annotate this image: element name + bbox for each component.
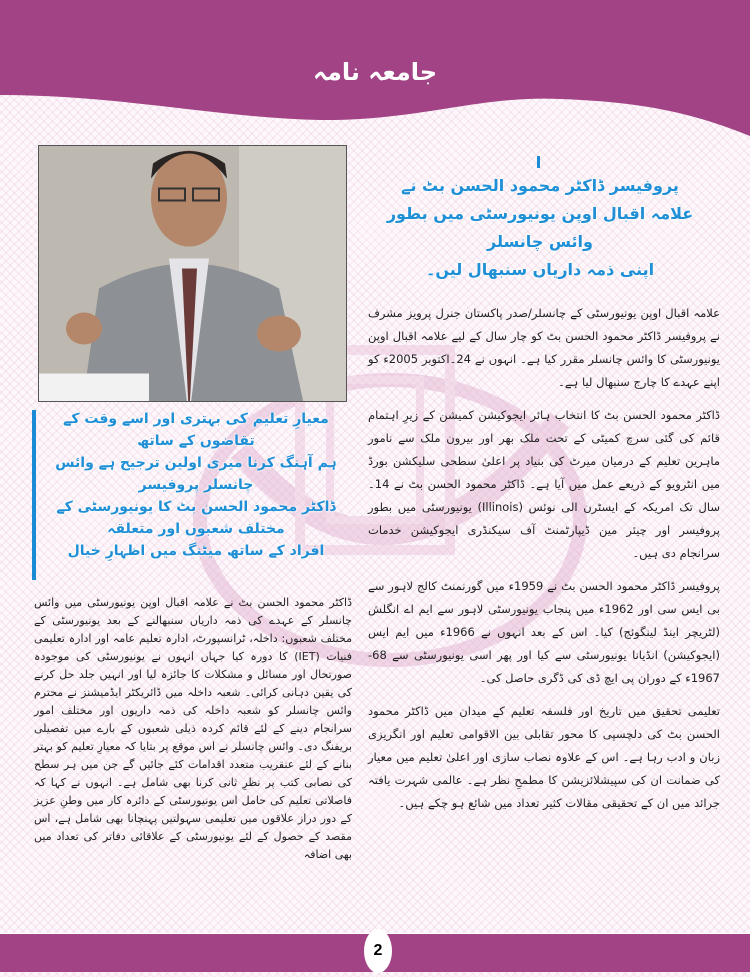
pull-quote-line: افراد کے ساتھ میٹنگ میں اظہارِ خیال xyxy=(67,543,325,559)
headline-line: پروفیسر ڈاکٹر محمود الحسن بٹ نے xyxy=(401,176,679,195)
pull-quote xyxy=(40,408,352,562)
pull-quote-line: ڈاکٹر محمود الحسن بٹ کا یونیورسٹی کے مختلف شعبوں اور متعلقہ xyxy=(56,499,336,537)
paragraph: پروفیسر ڈاکٹر محمود الحسن بٹ نے 1959ء میں گورنمنٹ کالج لاہور سے بی ایس سی اور 1962ء میں پنجاب یونیورسٹی لاہور سے ایم اے انگلش (لٹریچر اینڈ لینگوئج) کیا۔ اس کے بعد انہوں نے 1966ء میں ایم ایس (ایجوکیشن) انڈیانا یونیورسٹی سے کیا اور پھر اسی یونیورسٹی سے 68-1967ء کے دوران پی ایچ ڈی کی ڈگری حاصل کی۔ xyxy=(368,579,720,685)
header-banner xyxy=(0,0,750,140)
pull-quote-line: ہم آہنگ کرنا میری اولین ترجیح ہے وائس چانسلر پروفیسر xyxy=(55,455,337,493)
vice-chancellor-photo xyxy=(38,145,347,402)
article-left-column: ڈاکٹر محمود الحسن بٹ نے علامہ اقبال اوپن یونیورسٹی میں وائس چانسلر کے عہدے کی ذمہ داریاں سنبھالنے کے بعد یونیورسٹی کے مختلف شعبوں: داخلہ، ٹرانسپورٹ، ادارہ تعلیم عامہ اور ادارہ تعلیمی فنیات (IET) کا دورہ کیا جہاں انہوں نے یونیورسٹی کی موجودہ صورتحال اور مسائل و مشکلات کا جائزہ لیا اور انہیں جلد حل کرنے کی یقین دہانی کرائی۔ شعبہ داخلہ میں ڈائریکٹر ایڈمیشنز نے محترم وائس چانسلر کو شعبہ داخلہ کی ذمہ داریوں اور مختلف امور سرانجام دینے کے لئے قائم کردہ ذیلی شعبوں کے بارے میں تفصیلی بریفنگ دی۔ وائس چانسلر نے اس موقع پر بتایا کہ معیارِ تعلیم کو بہتر بنانے کے لئے عنقریب متعدد اقدامات کئے جائیں گے جن میں ہر سطح کی نصابی کتب پر نظرِ ثانی کرنا بھی شامل ہے۔ انہوں نے کہا کہ فاصلاتی تعلیم کی حامل اس یونیورسٹی کے دائرہ کار میں وطنِ عزیز کے دور دراز علاقوں میں تعلیمی سہولتیں پہنچانا بھی شامل ہے، اس مقصد کے حصول کے لئے یونیورسٹی کے علاقائی دفاتر کی تعداد میں بھی اضافہ xyxy=(34,596,352,861)
masthead-title: جامعہ نامہ xyxy=(312,58,438,86)
paragraph: تعلیمی تحقیق میں تاریخ اور فلسفہ تعلیم کے میدان میں ڈاکٹر محمود الحسن بٹ کی دلچسپی کا محور تقابلی بین الاقوامی تعلیم اور انگریزی زبان و ادب رہا ہے۔ اس کے علاوہ نصاب سازی اور اعلیٰ تعلیم میں معیار کی ضمانت ان کی سپیشلائزیشن کا مطمحِ نظر ہے۔ عالمی شہرت یافتہ جرائد میں ان کے تحقیقی مقالات کثیر تعداد میں شائع ہو چکے ہیں۔ xyxy=(368,704,720,810)
paragraph: علامہ اقبال اوپن یونیورسٹی کے چانسلر/صدر پاکستان جنرل پرویز مشرف نے پروفیسر ڈاکٹر محمود الحسن بٹ کو چار سال کے لیے علامہ اقبال اوپن یونیورسٹی کا وائس چانسلر مقرر کیا ہے۔ انہوں نے 24۔اکتوبر 2005ء کو اپنے عہدے کا چارج سنبھال لیا ہے۔ xyxy=(368,306,720,389)
pull-quote-accent-line xyxy=(32,410,36,580)
headline-accent-line xyxy=(537,156,540,168)
page-number: 2 xyxy=(364,929,392,973)
portrait-photo-icon xyxy=(39,146,346,401)
pull-quote-line: معیارِ تعلیم کی بہتری اور اسے وقت کے تقاضوں کے ساتھ xyxy=(63,411,329,449)
article-right-column xyxy=(368,302,720,825)
headline-line: اپنی ذمہ داریاں سنبھال لیں۔ xyxy=(425,260,655,279)
headline xyxy=(370,172,710,284)
paragraph: ڈاکٹر محمود الحسن بٹ کا انتخاب ہائر ایجوکیشن کمیشن کے زیرِ اہتمام قائم کی گئی سرچ کمیٹی کے تحت ملک بھر اور بیرون ملک سے نامور ماہرین تعلیم کے درمیان میرٹ کی بنیاد پر اعلیٰ سطحی سلیکشن بورڈ میں انٹرویو کے ذریعے عمل میں آیا ہے۔ ڈاکٹر محمود الحسن بٹ نے 14۔سال تک امریکہ کے ایسٹرن الی نوئس (Illinois) یونیورسٹی میں بطور پروفیسر اور چیئر مین ڈیپارٹمنٹ آف سیکنڈری ایجوکیشن خدمات سرانجام دی ہیں۔ xyxy=(368,408,720,560)
headline-line: علامہ اقبال اوپن یونیورسٹی میں بطور وائس چانسلر xyxy=(386,204,694,251)
